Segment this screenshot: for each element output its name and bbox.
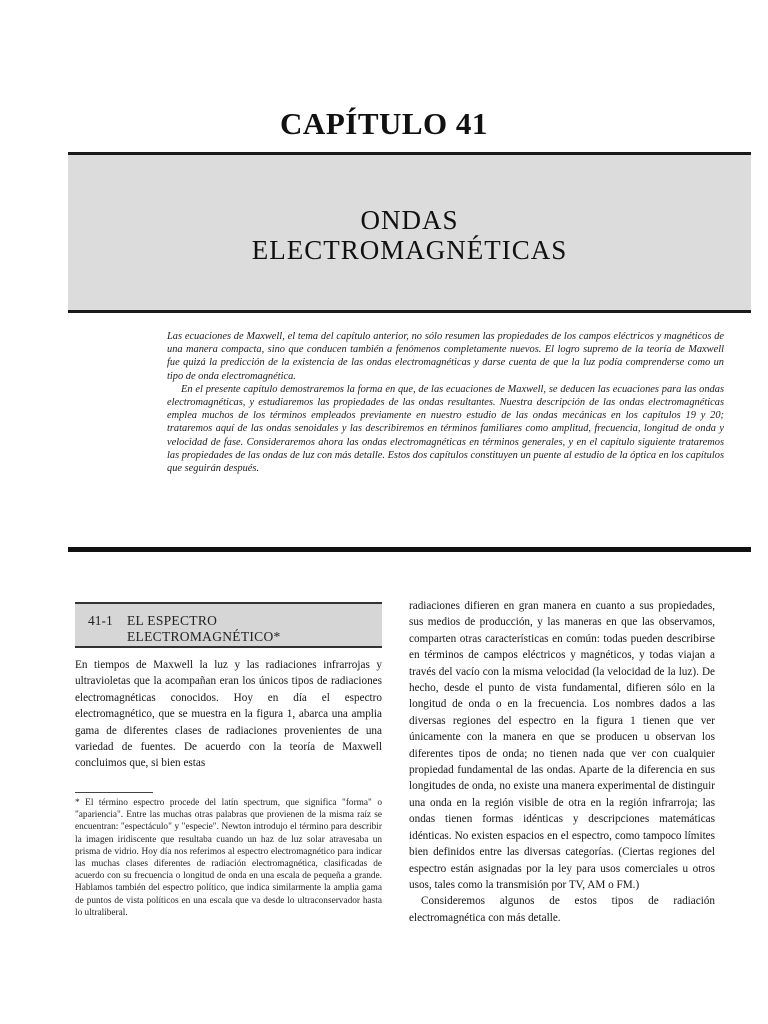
- left-column: [75, 657, 382, 772]
- footnote: [75, 797, 382, 919]
- footnote-text: * El término espectro procede del latín spectrum, que significa "forma" o "apariencia". Entre las muchas otras palabras que provienen de la misma raíz se encuentran: "espectáculo" y "especie". Newton introdujo el término para describir la imagen iridiscente que resultaba cuando un haz de luz solar atravesaba un prisma de vidrio. Hoy día nos referimos al espectro electromagnético para indicar las muchas clases diferentes de radiación electromagnética, clasificadas de acuerdo con su frecuencia o longitud de onda en una escala de pequeña a grande. Hablamos también del espectro político, que indica similarmente la amplia gama de puntos de vista políticos en una escala que va desde lo ultraconservador hasta lo ultraliberal.: [75, 798, 382, 918]
- section-title-line2: ELECTROMAGNÉTICO*: [127, 629, 281, 644]
- section-divider: [68, 547, 751, 552]
- intro-paragraph-1: Las ecuaciones de Maxwell, el tema del capítulo anterior, no sólo resumen las propiedades de los campos eléctricos y magnéticos de una manera compacta, sino que conducen también a fenómenos completamente nuevos. El logro supremo de la teoría de Maxwell fue quizá la predicción de la existencia de las ondas electromagnéticas y darse cuenta de que la luz podía comprenderse como un tipo de onda electromagnética.: [167, 331, 724, 382]
- footnote-rule: [75, 792, 153, 793]
- chapter-label: CAPÍTULO 41: [280, 106, 488, 141]
- section-heading: [75, 602, 382, 648]
- chapter-title-band: [68, 152, 751, 313]
- chapter-introduction: [167, 330, 724, 475]
- intro-paragraph-2: En el presente capítulo demostraremos la forma en que, de las ecuaciones de Maxwell, se deducen las ecuaciones para las ondas electromagnéticas, y estudiaremos las propiedades de las ondas resultantes. Nuestra descripción de las ondas electromagnéticas emplea muchos de los términos empleados previamente en nuestro estudio de las ondas mecánicas en los capítulos 19 y 20; trataremos aquí de las ondas senoidales y las describiremos en términos familiares como amplitud, frecuencia, longitud de onda y velocidad de fase. Consideraremos ahora las ondas electromagnéticas en términos generales, y en el capítulo siguiente trataremos las propiedades de las ondas de luz con más detalle. Estos dos capítulos constituyen un puente al estudio de la óptica en los capítulos que seguirán después.: [167, 383, 724, 475]
- body-paragraph-right-2: Consideremos algunos de estos tipos de radiación electromagnética con más detalle.: [409, 895, 715, 924]
- chapter-title-line1: ONDAS: [360, 205, 459, 235]
- body-paragraph-left: En tiempos de Maxwell la luz y las radiaciones infrarrojas y ultravioletas que la acompañan eran los únicos tipos de radiaciones electromagnéticas conocidos. Hoy en día el espectro electromagnético, que se muestra en la figura 1, abarca una amplia gama de diferentes clases de radiaciones provenientes de una variedad de fuentes. De acuerdo con la teoría de Maxwell concluimos que, si bien estas: [75, 659, 382, 770]
- body-paragraph-right-1: radiaciones difieren en gran manera en cuanto a sus propiedades, sus medios de producción, y las maneras en que las observamos, comparten otras características en común: todas pueden describirse en términos de campos eléctricos y magnéticos, y todas viajan a través del vacío con la misma velocidad (la velocidad de la luz). De hecho, desde el punto de vista fundamental, difieren sólo en la longitud de onda o en la frecuencia. Los nombres dados a las diversas regiones del espectro en la figura 1 tienen que ver únicamente con la manera en que se producen u observan los diferentes tipos de onda; no tienen nada que ver con cualquier propiedad fundamental de las ondas. Aparte de la diferencia en sus longitudes de onda, no existe una manera experimental de distinguir una onda en la región visible de otra en la región infrarroja; las ondas tienen formas idénticas y descripciones matemáticas idénticas. No existen espacios en el espectro, como tampoco límites bien definidos entre las diversas categorías. (Ciertas regiones del espectro están asignadas por la ley para usos comerciales u otros usos, tales como la transmisión por TV, AM o FM.): [409, 600, 715, 891]
- section-number: 41-1: [88, 613, 113, 628]
- section-title-line1: EL ESPECTRO: [127, 613, 218, 628]
- right-column: [409, 598, 715, 926]
- chapter-title-line2: ELECTROMAGNÉTICAS: [251, 235, 568, 265]
